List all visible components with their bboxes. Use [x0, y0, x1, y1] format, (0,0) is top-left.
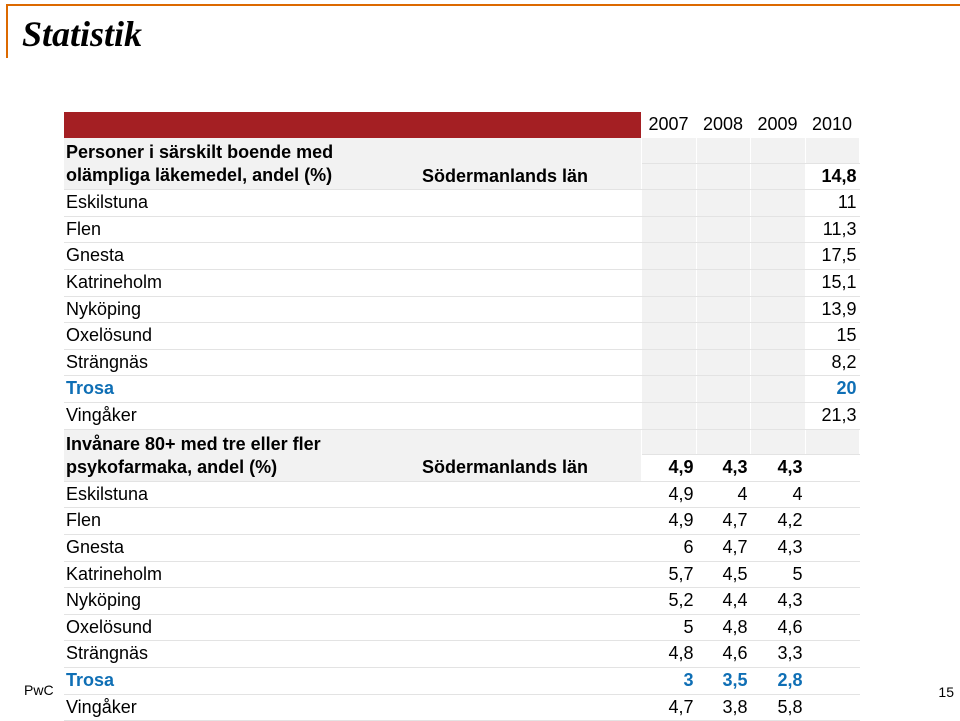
value-2008 [696, 403, 750, 430]
value-2009: 4,3 [750, 535, 805, 562]
table-row [64, 376, 859, 403]
value-2007: 5,7 [641, 561, 696, 588]
value-2009 [750, 403, 805, 430]
value-2009: 5,8 [750, 694, 805, 721]
value-2007: 4,7 [641, 694, 696, 721]
section-label-cell [64, 138, 641, 190]
table-row [64, 296, 859, 323]
value-2009: 4,3 [750, 455, 805, 482]
value-2008 [696, 349, 750, 376]
year-header-2009: 2009 [750, 112, 805, 138]
spacer-cell [805, 138, 859, 164]
spacer-cell [696, 138, 750, 164]
value-2007 [641, 270, 696, 297]
slide-title: Statistik [22, 14, 143, 54]
value-2007 [641, 163, 696, 190]
value-2007 [641, 403, 696, 430]
value-2008: 4,5 [696, 561, 750, 588]
value-2009: 2,8 [750, 667, 805, 694]
table-row [64, 216, 859, 243]
value-2008 [696, 323, 750, 350]
value-2009: 3,3 [750, 641, 805, 668]
value-2008: 3,8 [696, 694, 750, 721]
table-row [64, 694, 859, 721]
value-2007 [641, 216, 696, 243]
header-band [64, 112, 641, 138]
value-2009: 4,3 [750, 588, 805, 615]
value-2007: 5 [641, 614, 696, 641]
table-row [64, 403, 859, 430]
value-2009 [750, 243, 805, 270]
value-2008: 4,8 [696, 614, 750, 641]
municipality-name: Vingåker [64, 403, 641, 430]
table-row [64, 641, 859, 668]
value-2010: 13,9 [805, 296, 859, 323]
value-2009 [750, 349, 805, 376]
value-2008 [696, 163, 750, 190]
value-2009: 4,2 [750, 508, 805, 535]
value-2008 [696, 190, 750, 217]
section-label: Invånare 80+ med tre eller fler psykofarmaka, andel (%) [66, 433, 321, 477]
value-2009: 4 [750, 481, 805, 508]
value-2008 [696, 296, 750, 323]
top-rule [6, 4, 960, 6]
table-header-row [64, 112, 859, 138]
value-2009 [750, 216, 805, 243]
municipality-name: Södermanlands län [422, 165, 589, 186]
table-row [64, 508, 859, 535]
value-2010 [805, 694, 859, 721]
municipality-name: Oxelösund [64, 323, 641, 350]
value-2007: 6 [641, 535, 696, 562]
value-2009 [750, 270, 805, 297]
value-2009 [750, 323, 805, 350]
value-2010 [805, 588, 859, 615]
municipality-name: Flen [64, 508, 641, 535]
value-2008: 4,4 [696, 588, 750, 615]
value-2010: 20 [805, 376, 859, 403]
value-2010: 14,8 [805, 163, 859, 190]
value-2008: 4,3 [696, 455, 750, 482]
page-number: 15 [938, 684, 954, 700]
table-row [64, 588, 859, 615]
spacer-cell [805, 429, 859, 455]
spacer-cell [750, 138, 805, 164]
year-header-2007: 2007 [641, 112, 696, 138]
value-2010: 8,2 [805, 349, 859, 376]
municipality-name: Gnesta [64, 535, 641, 562]
value-2008 [696, 376, 750, 403]
value-2008 [696, 270, 750, 297]
municipality-name: Nyköping [64, 296, 641, 323]
municipality-name: Strängnäs [64, 349, 641, 376]
municipality-name: Trosa [64, 376, 641, 403]
value-2010: 11 [805, 190, 859, 217]
municipality-name: Gnesta [64, 243, 641, 270]
value-2008: 4,7 [696, 508, 750, 535]
municipality-name: Katrineholm [64, 270, 641, 297]
value-2010: 15 [805, 323, 859, 350]
value-2007: 4,9 [641, 481, 696, 508]
table-row [64, 535, 859, 562]
value-2008: 3,5 [696, 667, 750, 694]
value-2010 [805, 641, 859, 668]
table-row [64, 323, 859, 350]
value-2010 [805, 667, 859, 694]
value-2007: 4,8 [641, 641, 696, 668]
municipality-name: Nyköping [64, 588, 641, 615]
value-2007 [641, 296, 696, 323]
value-2007: 3 [641, 667, 696, 694]
value-2010 [805, 535, 859, 562]
value-2009 [750, 296, 805, 323]
spacer-cell [750, 429, 805, 455]
value-2010: 17,5 [805, 243, 859, 270]
value-2007 [641, 349, 696, 376]
value-2008: 4,7 [696, 535, 750, 562]
year-header-2010: 2010 [805, 112, 859, 138]
top-rule-tick [6, 4, 8, 58]
value-2010 [805, 561, 859, 588]
footer-brand: PwC [24, 682, 54, 698]
value-2007: 4,9 [641, 455, 696, 482]
value-2007 [641, 190, 696, 217]
statistics-table [64, 112, 860, 721]
value-2009: 5 [750, 561, 805, 588]
value-2010 [805, 455, 859, 482]
municipality-name: Eskilstuna [64, 481, 641, 508]
table-row [64, 614, 859, 641]
value-2009: 4,6 [750, 614, 805, 641]
value-2009 [750, 190, 805, 217]
municipality-name: Katrineholm [64, 561, 641, 588]
value-2007: 4,9 [641, 508, 696, 535]
value-2010: 11,3 [805, 216, 859, 243]
table-row [64, 270, 859, 297]
section-label-cell [64, 429, 641, 481]
table-row [64, 349, 859, 376]
value-2009 [750, 376, 805, 403]
municipality-name: Eskilstuna [64, 190, 641, 217]
municipality-name: Flen [64, 216, 641, 243]
value-2007: 5,2 [641, 588, 696, 615]
table-row [64, 243, 859, 270]
municipality-name: Trosa [64, 667, 641, 694]
section-label-row [64, 429, 859, 455]
value-2008: 4,6 [696, 641, 750, 668]
table-row [64, 190, 859, 217]
value-2008 [696, 216, 750, 243]
value-2010 [805, 614, 859, 641]
municipality-name: Södermanlands län [422, 457, 589, 478]
spacer-cell [641, 138, 696, 164]
value-2008 [696, 243, 750, 270]
value-2007 [641, 243, 696, 270]
section-label: Personer i särskilt boende med olämpliga läkemedel, andel (%) [66, 142, 334, 186]
section-label-row [64, 138, 859, 164]
spacer-cell [641, 429, 696, 455]
year-header-2008: 2008 [696, 112, 750, 138]
value-2010 [805, 481, 859, 508]
municipality-name: Strängnäs [64, 641, 641, 668]
value-2010: 15,1 [805, 270, 859, 297]
value-2010 [805, 508, 859, 535]
table-row [64, 667, 859, 694]
value-2007 [641, 376, 696, 403]
value-2008: 4 [696, 481, 750, 508]
spacer-cell [696, 429, 750, 455]
municipality-name: Vingåker [64, 694, 641, 721]
value-2010: 21,3 [805, 403, 859, 430]
value-2009 [750, 163, 805, 190]
table-row [64, 561, 859, 588]
table-row [64, 481, 859, 508]
municipality-name: Oxelösund [64, 614, 641, 641]
value-2007 [641, 323, 696, 350]
